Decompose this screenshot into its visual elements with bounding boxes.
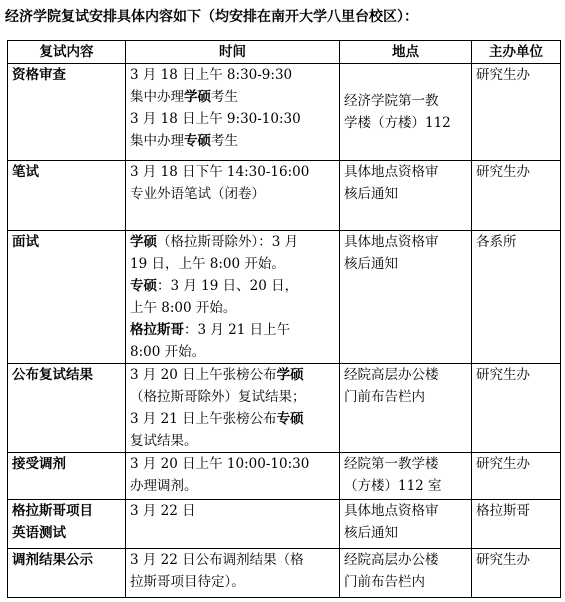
time-line: [130, 408, 335, 430]
table-row: [8, 453, 561, 500]
time-line: 办理调剂。: [130, 478, 198, 494]
time-line: [130, 86, 335, 108]
place-cell: [340, 161, 472, 231]
time-text: 3 月 21 日上午张榜公布: [130, 411, 277, 427]
place-line: 经院第一教学楼: [344, 456, 439, 472]
place-line: 具体地点资格审: [344, 164, 439, 180]
time-line: 拉斯哥项目待定）。: [130, 574, 245, 590]
time-text: 考生: [211, 133, 238, 149]
item-line: 英语测试: [12, 525, 66, 541]
organizer-cell: 研究生办: [472, 161, 561, 231]
degree-emphasis: 学硕: [184, 89, 211, 105]
degree-emphasis: 专硕: [130, 278, 157, 294]
time-cell: [126, 64, 340, 161]
place-line: 学楼（方楼）112: [344, 115, 451, 131]
table-row: [8, 231, 561, 364]
organizer-cell: 格拉斯哥: [472, 500, 561, 549]
item-cell: 接受调剂: [8, 453, 126, 500]
time-cell: [126, 364, 340, 453]
place-line: 经院高层办公楼: [344, 552, 439, 568]
place-cell: [340, 64, 472, 161]
time-line: [130, 275, 335, 297]
header-row: [8, 41, 561, 64]
table-row: [8, 64, 561, 161]
column-header-organizer: 主办单位: [472, 41, 561, 64]
time-line: [130, 231, 335, 253]
time-line: 3 月 18 日上午 8:30-9:30: [130, 67, 293, 83]
time-text: 3 月 20 日上午张榜公布: [130, 367, 277, 383]
time-line: 复试结果。: [130, 433, 198, 449]
organizer-cell: 研究生办: [472, 453, 561, 500]
item-line: 格拉斯哥项目: [12, 503, 93, 519]
place-line: 经院高层办公楼: [344, 367, 439, 383]
column-header-place: 地点: [340, 41, 472, 64]
time-text: 考生: [211, 89, 238, 105]
time-line: 19 日，上午 8:00 开始。: [130, 256, 285, 272]
time-line: 3 月 22 日公布调剂结果（格: [130, 552, 304, 568]
time-line: 上午 8:00 开始。: [130, 300, 237, 316]
time-line: （格拉斯哥除外）复试结果；: [130, 389, 306, 405]
item-cell: 调剂结果公示: [8, 549, 126, 598]
time-line: 3 月 20 日上午 10:00-10:30: [130, 456, 310, 472]
schedule-table: [7, 40, 561, 598]
time-text: 集中办理: [130, 89, 184, 105]
place-line: 经济学院第一教: [344, 93, 439, 109]
degree-emphasis: 格拉斯哥: [130, 322, 184, 338]
time-text: （格拉斯哥除外）：3 月: [157, 234, 299, 250]
place-line: 具体地点资格审: [344, 234, 439, 250]
organizer-cell: 研究生办: [472, 549, 561, 598]
degree-emphasis: 专硕: [276, 411, 304, 427]
item-cell: 公布复试结果: [8, 364, 126, 453]
degree-emphasis: 学硕: [130, 234, 157, 250]
time-text: ：3 月 19 日、20 日，: [157, 278, 299, 294]
organizer-cell: 研究生办: [472, 364, 561, 453]
time-line: 3 月 18 日上午 9:30-10:30: [130, 111, 301, 127]
table-row: [8, 500, 561, 549]
degree-emphasis: 专硕: [184, 133, 211, 149]
page-heading: 经济学院复试安排具体内容如下（均安排在南开大学八里台校区）：: [5, 9, 418, 25]
time-line: [130, 319, 335, 341]
place-line: 核后通知: [344, 525, 398, 541]
time-line: 8:00 开始。: [130, 344, 206, 360]
place-line: 核后通知: [344, 186, 398, 202]
place-cell: [340, 231, 472, 364]
item-cell: [8, 500, 126, 549]
table-row: [8, 364, 561, 453]
place-line: （方楼）112 室: [344, 478, 442, 494]
time-line: 3 月 18 日下午 14:30-16:00: [130, 164, 310, 180]
place-cell: [340, 453, 472, 500]
column-header-item: 复试内容: [8, 41, 126, 64]
place-cell: [340, 364, 472, 453]
column-header-time: 时间: [126, 41, 340, 64]
place-line: 门前布告栏内: [344, 574, 425, 590]
time-cell: [126, 231, 340, 364]
table-row: [8, 549, 561, 598]
place-line: 门前布告栏内: [344, 389, 425, 405]
time-text: 集中办理: [130, 133, 184, 149]
table-row: [8, 161, 561, 231]
place-cell: [340, 500, 472, 549]
item-cell: 笔试: [8, 161, 126, 231]
organizer-cell: 研究生办: [472, 64, 561, 161]
place-line: 核后通知: [344, 256, 398, 272]
time-cell: 3 月 22 日: [126, 500, 340, 549]
organizer-cell: 各系所: [472, 231, 561, 364]
time-line: [130, 130, 335, 152]
item-cell: 面试: [8, 231, 126, 364]
place-line: 具体地点资格审: [344, 503, 439, 519]
time-cell: [126, 161, 340, 231]
time-line: [130, 364, 335, 386]
time-line: 专业外语笔试（闭卷）: [130, 186, 265, 202]
item-cell: 资格审查: [8, 64, 126, 161]
time-text: ：3 月 21 日上午: [184, 322, 291, 338]
time-cell: [126, 453, 340, 500]
degree-emphasis: 学硕: [276, 367, 304, 383]
time-cell: [126, 549, 340, 598]
place-cell: [340, 549, 472, 598]
